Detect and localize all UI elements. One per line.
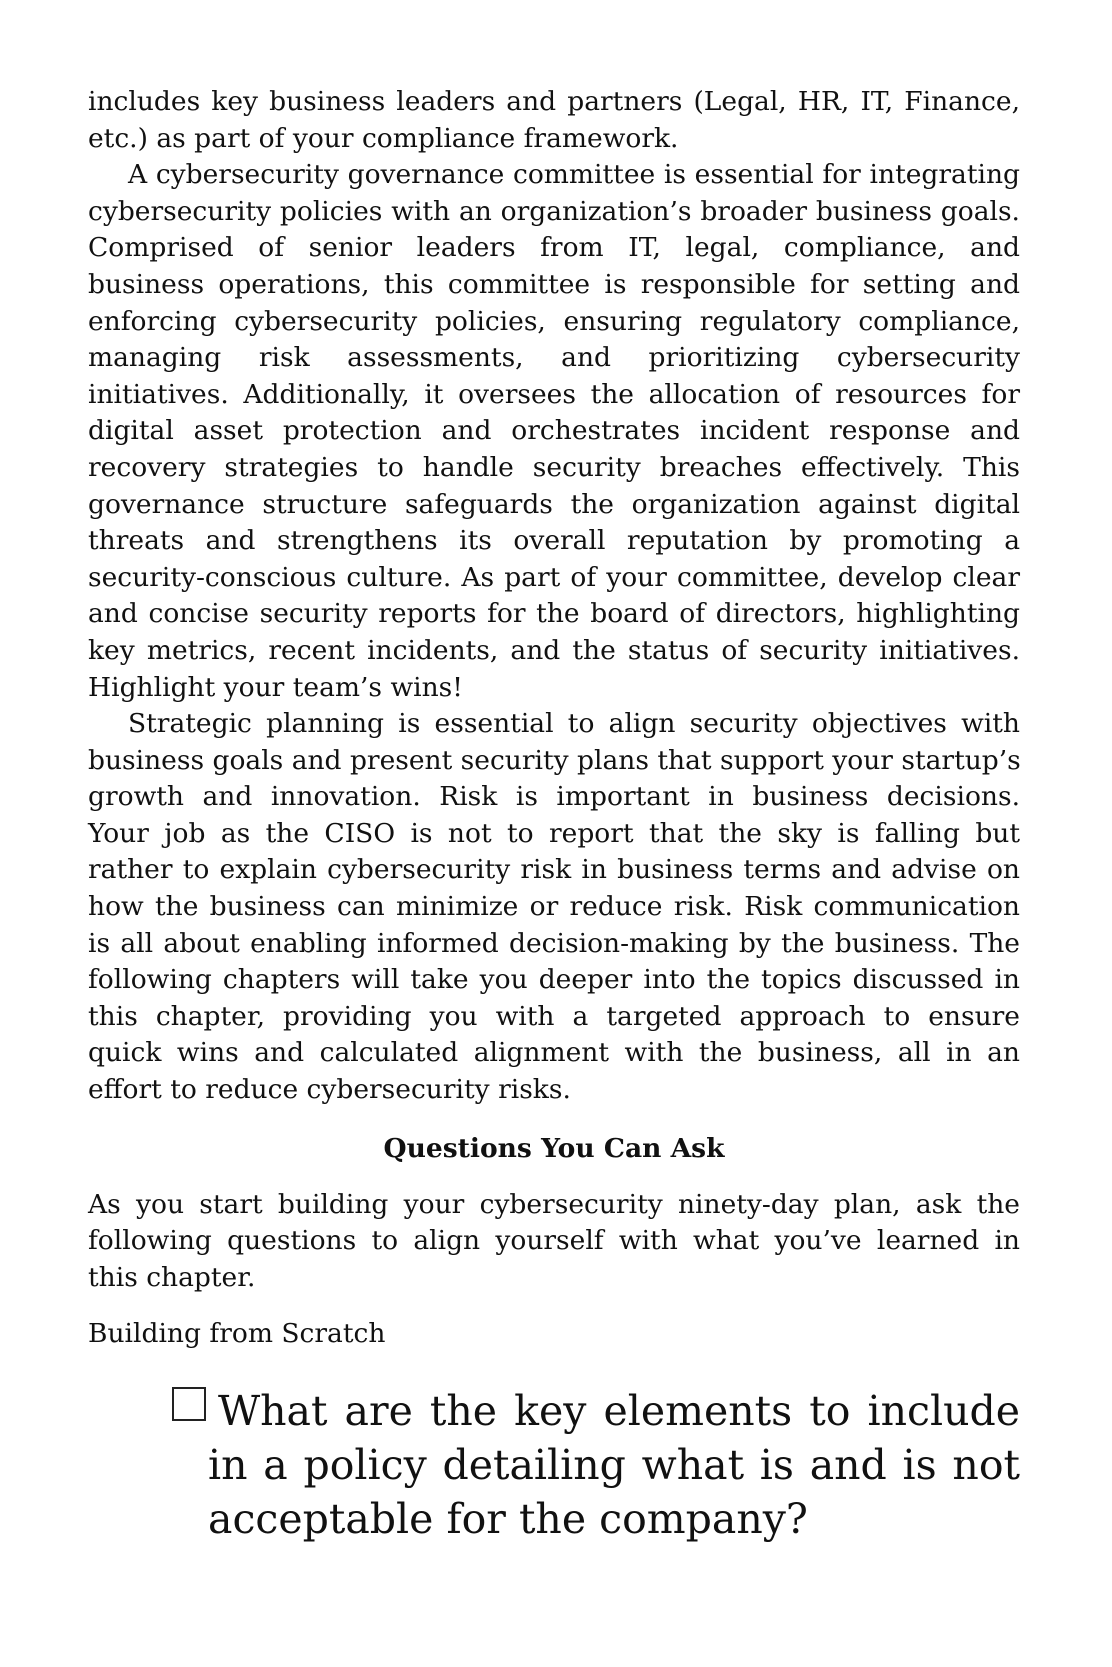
text-line: rather to explain cybersecurity risk in business terms and advise on	[88, 854, 1020, 886]
text-line: security-conscious culture. As part of your committee, develop clear	[88, 561, 1020, 593]
paragraph	[88, 157, 1020, 706]
text-line: growth and innovation. Risk is important in business decisions.	[88, 781, 1020, 813]
text-line: cybersecurity policies with an organization’s broader business goals.	[88, 195, 1020, 227]
text-line: this chapter.	[88, 1261, 256, 1293]
checklist-line: acceptable for the company?	[208, 1495, 808, 1543]
text-line: effort to reduce cybersecurity risks.	[88, 1074, 571, 1106]
intro-paragraph	[88, 1187, 1020, 1297]
text-line: this chapter, providing you with a targeted approach to ensure	[88, 1000, 1020, 1032]
subheading: Building from Scratch	[88, 1318, 386, 1350]
text-line: initiatives. Additionally, it oversees the allocation of resources for	[88, 378, 1020, 410]
checklist	[172, 1384, 1020, 1546]
text-line: key metrics, recent incidents, and the status of security initiatives.	[88, 634, 1020, 666]
text-line: business operations, this committee is responsible for setting and	[88, 268, 1020, 300]
text-line: recovery strategies to handle security breaches effectively. This	[88, 451, 1020, 483]
checklist-item	[172, 1384, 1020, 1546]
text-line: threats and strengthens its overall reputation by promoting a	[88, 525, 1020, 557]
text-line: Your job as the CISO is not to report that the sky is falling but	[88, 817, 1020, 849]
text-line: A cybersecurity governance committee is essential for integrating	[128, 159, 1020, 191]
checklist-text: What are the key elements to include	[218, 1387, 1020, 1435]
checklist-line: in a policy detailing what is and is not	[208, 1441, 1020, 1489]
text-line: quick wins and calculated alignment with the business, all in an	[88, 1037, 1020, 1069]
text-line: includes key business leaders and partners (Legal, HR, IT, Finance,	[88, 86, 1020, 117]
text-line: Comprised of senior leaders from IT, legal, compliance, and	[88, 232, 1020, 264]
text-line: enforcing cybersecurity policies, ensuring regulatory compliance,	[88, 305, 1020, 337]
text-line: is all about enabling informed decision-making by the business. The	[88, 927, 1020, 959]
text-line: managing risk assessments, and prioritizing cybersecurity	[88, 342, 1020, 374]
text-line: etc.) as part of your compliance framework.	[88, 122, 679, 154]
section-heading: Questions You Can Ask	[383, 1132, 725, 1164]
text-line: business goals and present security plans that support your startup’s	[88, 744, 1021, 776]
paragraph	[88, 706, 1020, 1109]
text-line: Strategic planning is essential to align security objectives with	[128, 708, 1020, 740]
text-line: digital asset protection and orchestrates incident response and	[88, 415, 1020, 447]
text-line: following questions to align yourself with what you’ve learned in	[88, 1225, 1020, 1257]
text-line: and concise security reports for the board of directors, highlighting	[88, 598, 1020, 630]
text-line: following chapters will take you deeper into the topics discussed in	[88, 964, 1020, 996]
body-text	[88, 84, 1020, 1109]
paragraph	[88, 84, 1020, 157]
checklist-line	[172, 1384, 1020, 1438]
text-line: governance structure safeguards the organization against digital	[88, 488, 1020, 520]
text-line: how the business can minimize or reduce risk. Risk communication	[88, 891, 1020, 923]
text-line: As you start building your cybersecurity ninety-day plan, ask the	[88, 1188, 1020, 1220]
text-line: Highlight your team’s wins!	[88, 671, 463, 703]
checkbox-icon[interactable]	[172, 1387, 206, 1421]
document-page	[88, 84, 1020, 1352]
